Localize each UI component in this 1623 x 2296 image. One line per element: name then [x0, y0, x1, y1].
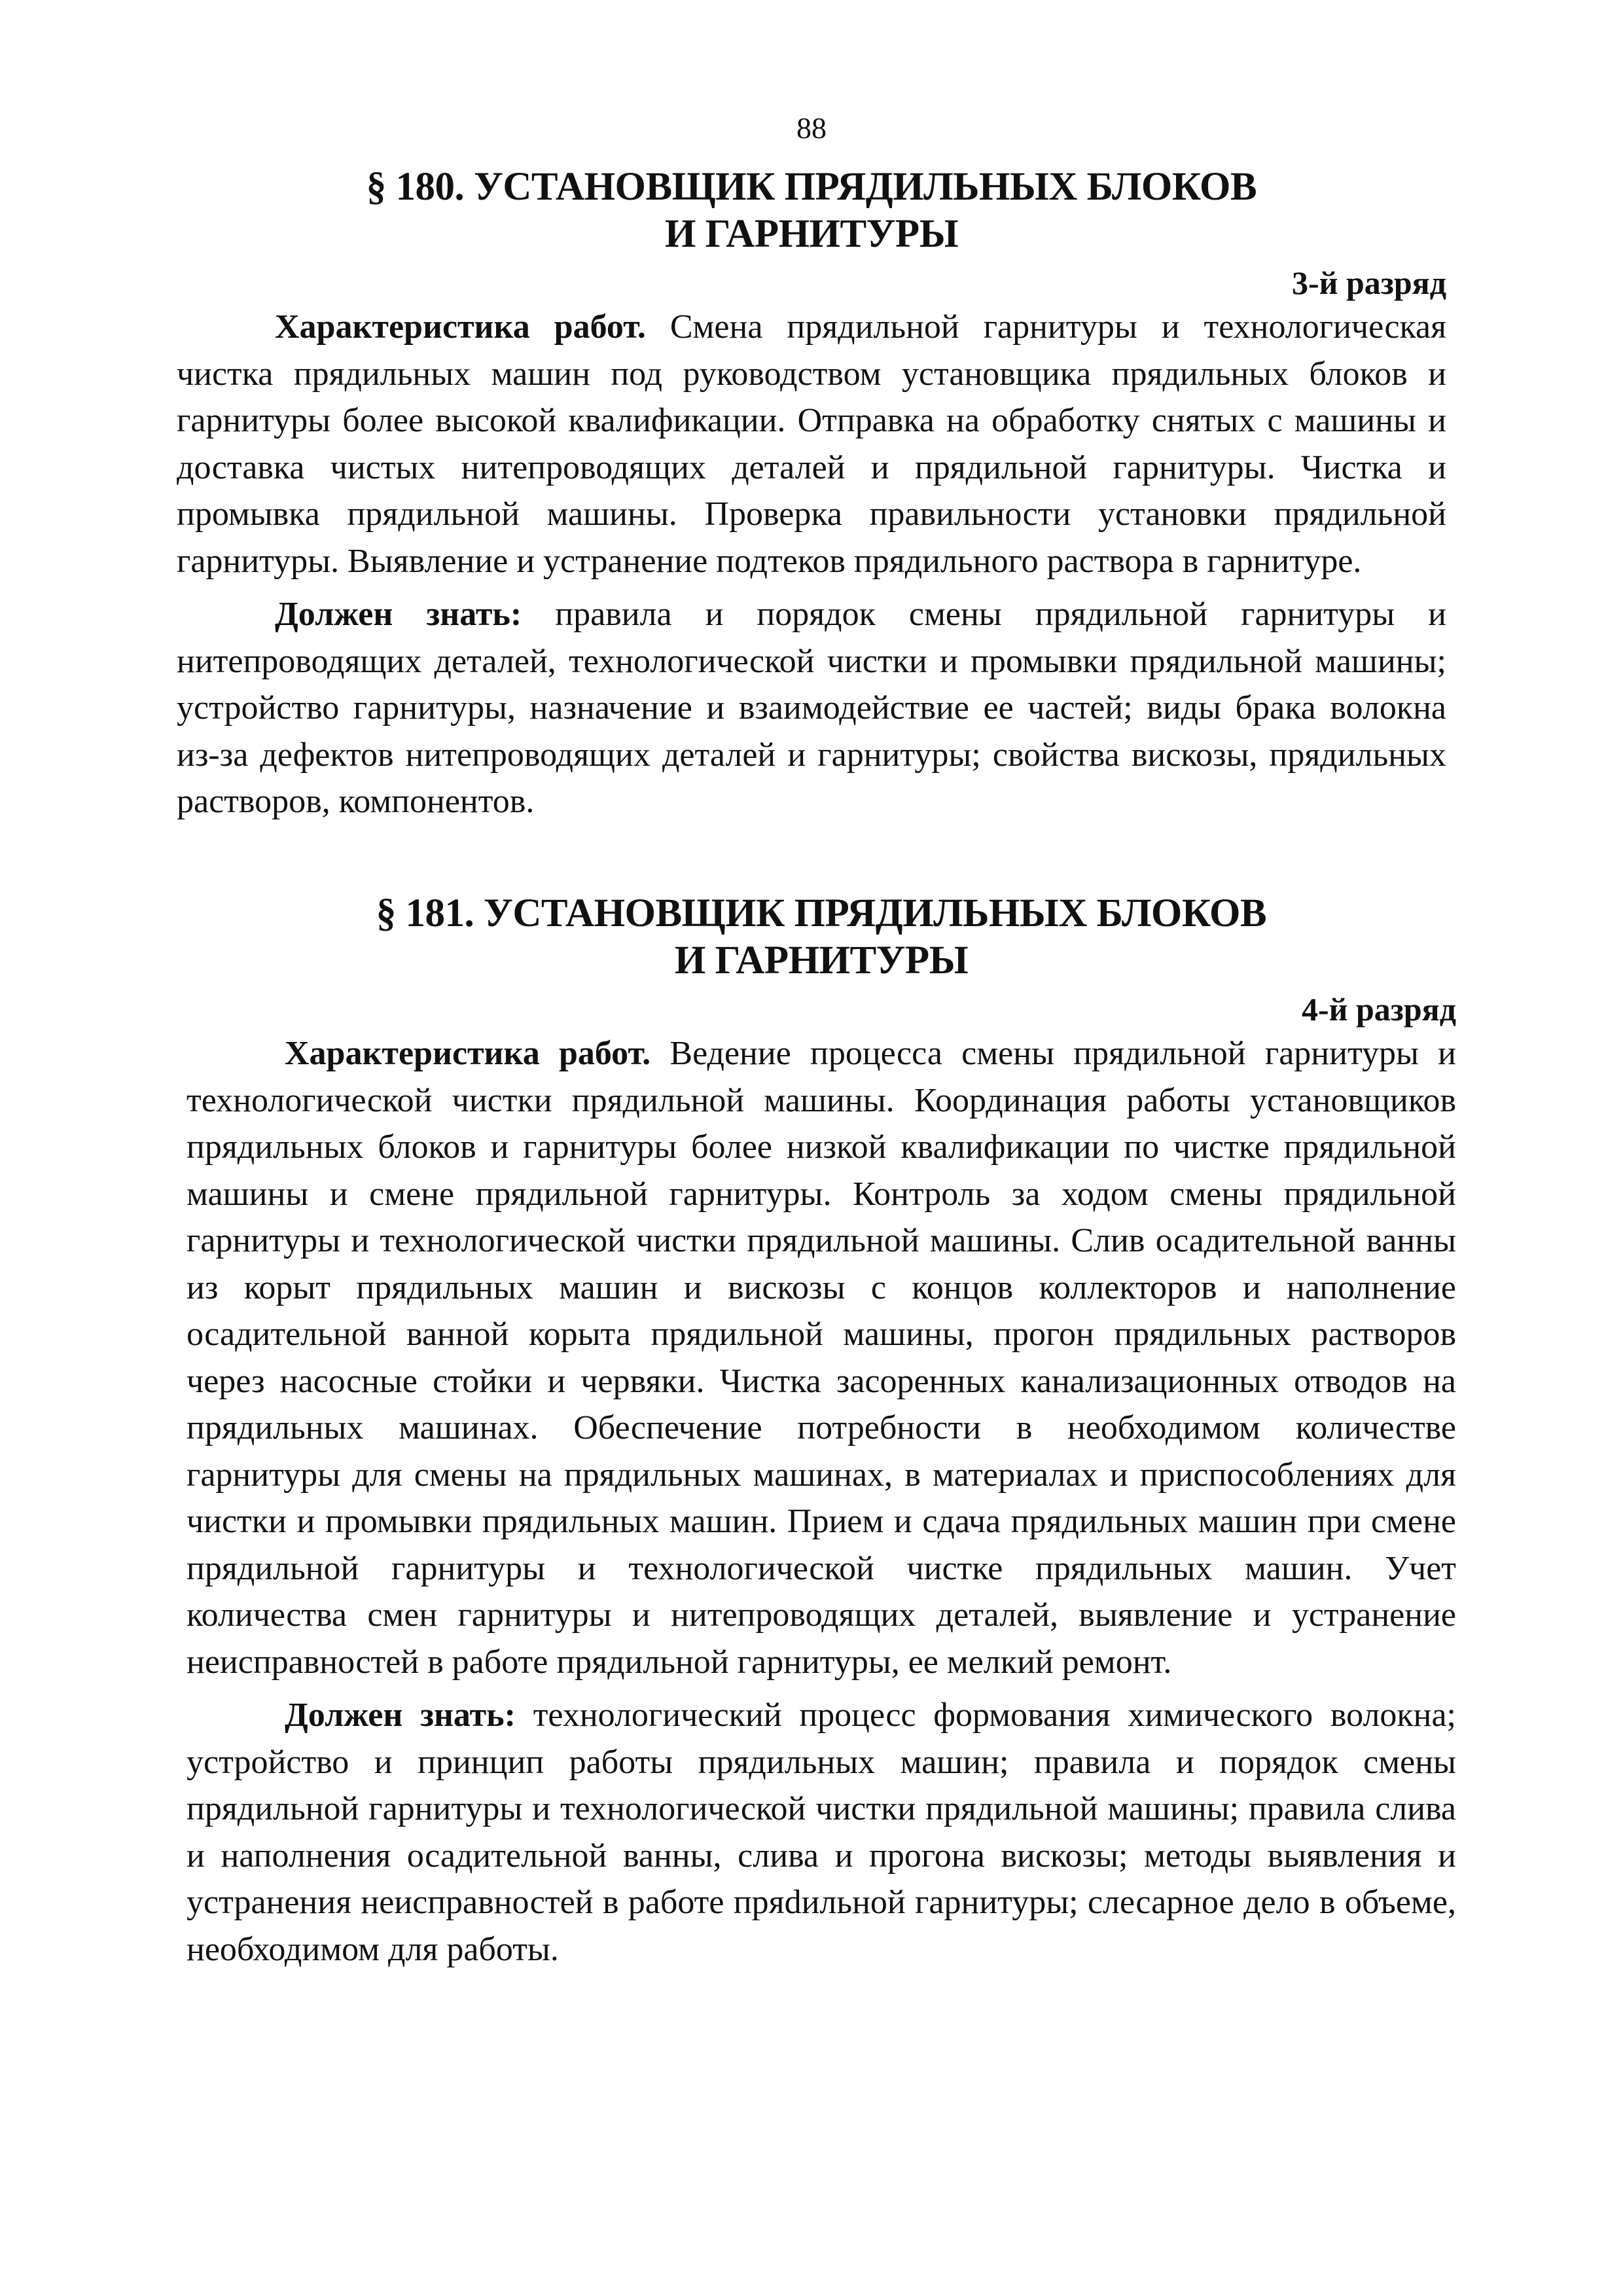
required-knowledge-text: правила и порядок смены прядильной гарнитуры и нитепроводящих деталей, технологической чистки и промывки прядильной машины; устройство гарнитуры, назначение и взаимодействие ее частей; виды брака волокна из-за дефектов нитепроводящих деталей и гарнитуры; свойства вискозы, прядильных растворов, компонентов. [177, 596, 1446, 820]
grade-label: 3-й разряд [1291, 264, 1446, 301]
required-knowledge-heading: Должен знать: [285, 1696, 516, 1734]
section-180 [177, 164, 1446, 825]
grade-label: 4-й разряд [1301, 991, 1456, 1028]
section-title-line-1: § 181. УСТАНОВЩИК ПРЯДИЛЬНЫХ БЛОКОВ [376, 891, 1267, 935]
work-characteristics-text: Смена прядильной гарнитуры и технологическая чистка прядильных машин под руководством установщика прядильных блоков и гарнитуры более высокой квалификации. Отправка на обработку снятых с машины и доставка чистых нитепроводящих деталей и прядильной гарнитуры. Чистка и промывка прядильной машины. Проверка правильности установки прядильной гарнитуры. Выявление и устранение подтеков прядильного раствора в гарнитуре. [177, 308, 1446, 580]
required-knowledge-text: технологический процесс формования химического волокна; устройство и принцип работы прядильных машин; правила и порядок смены прядильной гарнитуры и технологической чистки прядильной машины; правила слива и наполнения осадительной ванны, слива и прогона вискозы; методы выявления и устранения неисправностей в работе пряdильной гарнитуры; слесарное дело в объеме, необходимом для работы. [187, 1696, 1457, 1968]
work-characteristics-heading: Характеристика работ. [275, 308, 646, 346]
page-number: 88 [796, 111, 827, 145]
work-characteristics-paragraph [177, 304, 1446, 584]
section-181 [187, 890, 1456, 1973]
work-characteristics-text: Ведение процесса смены прядильной гарнитуры и технологической чистки прядильной машины. Координация работы установщиков прядильных блоков и гарнитуры более низкой квалификации по чистке прядильной машины и смене прядильной гарнитуры. Контроль за ходом смены прядильной гарнитуры и технологической чистки прядильной машины. Слив осадительной ванны из корыт прядильных машин и вискозы с концов коллекторов и наполнение осадительной ванной корыта прядильной машины, прогон прядильных растворов через насосные стойки и червяки. Чистка засоренных канализационных отводов на прядильных машинах. Обеспечение потребности в необходимом количестве гарнитуры для смены на прядильных машинах, в материалах и приспособлениях для чистки и промывки прядильных машин. Прием и сдача прядильных машин при смене прядильной гарнитуры и технологической чистке прядильных машин. Учет количества смен гарнитуры и нитепроводящих деталей, выявление и устранение неисправностей в работе прядильной гарнитуры, ее мелкий ремонт. [187, 1035, 1457, 1681]
work-characteristics-heading: Характеристика работ. [285, 1035, 651, 1072]
section-title [177, 164, 1446, 258]
work-characteristics-paragraph [187, 1030, 1456, 1685]
section-title [187, 890, 1456, 984]
required-knowledge-paragraph [187, 1692, 1456, 1973]
required-knowledge-heading: Должен знать: [275, 596, 522, 633]
required-knowledge-paragraph [177, 591, 1446, 825]
section-title-line-2: И ГАРНИТУРЫ [674, 939, 969, 982]
section-title-line-2: И ГАРНИТУРЫ [664, 212, 959, 256]
section-title-line-1: § 180. УСТАНОВЩИК ПРЯДИЛЬНЫХ БЛОКОВ [366, 165, 1257, 209]
